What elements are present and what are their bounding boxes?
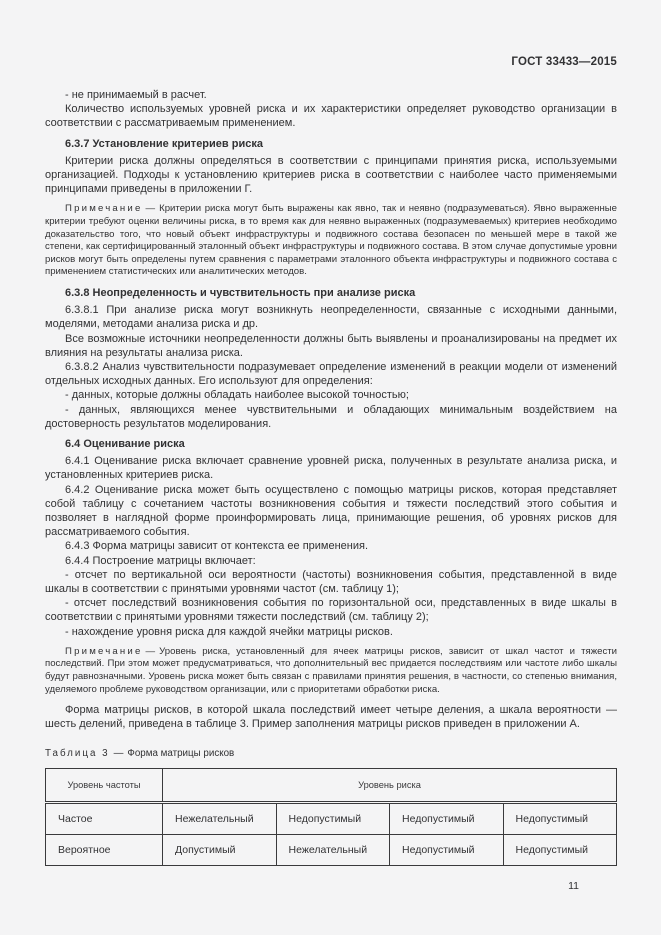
risk-matrix-table — [45, 768, 617, 867]
table-row — [46, 835, 617, 866]
section-heading: 6.3.7 Установление критериев риска — [65, 137, 263, 150]
table-row — [46, 803, 617, 835]
paragraph: - отсчет по вертикальной оси вероятности (частоты) возникновения события, представленной в виде шкалы в соответствии с принятыми уровнями частот (см. таблицу 1); — [45, 568, 617, 596]
paragraph: 6.4.2 Оценивание риска может быть осуществлено с помощью матрицы рисков, которая представляет собой таблицу с сочетанием частоты возникновения события и тяжести последствий этого события и позволяет в наглядной форме проинформировать лица, принимающие решения, об уровнях рисков для рассматриваемого события. — [45, 483, 617, 539]
table-caption-label: Таблица 3 — [45, 747, 110, 759]
table-caption — [45, 747, 617, 761]
paragraph: - нахождение уровня риска для каждой ячейки матрицы рисков. — [65, 625, 393, 638]
note-dash: — — [145, 203, 156, 215]
paragraph: 6.4.3 Форма матрицы зависит от контекста ее применения. — [65, 540, 369, 553]
paragraph: 6.3.8.1 При анализе риска могут возникнуть неопределенности, связанные с исходными данными, моделями, методами анализа риска и др. — [45, 304, 617, 331]
paragraph: - данных, которые должны обладать наиболее высокой точностью; — [65, 389, 409, 402]
table-cell: Недопустимый — [503, 803, 617, 835]
note-text: Критерии риска могут быть выражены как явно, так и неявно (подразумеваться). Явно выраженные критерии требуют оценки величины риска, в то время как для неявно выраженных (подразумеваемых) критериев необходимо доказательство того, что новый объект инфраструктуры и подвижного состава безопасен по меньшей мере в такой же степени, как сертифицированный эталонный объект инфраструктуры и подвижного состава. В этом случае допустимые уровни рисков могут быть определены путем сравнения с параметрами эталонного объекта инфраструктуры и подвижного состава с применением статистических или аналитических методов. — [45, 203, 617, 278]
table-header-row — [46, 768, 617, 802]
paragraph: 6.3.8.2 Анализ чувствительности подразумевает определение изменений в реакции модели от изменений отдельных исходных данных. Его используют для определения: — [45, 361, 617, 388]
note-dash: — — [145, 645, 156, 657]
paragraph: Все возможные источники неопределенности должны быть выявлены и проанализированы на предмет их влияния на результаты анализа риска. — [45, 332, 617, 359]
table-cell: Частое — [46, 803, 163, 835]
paragraph: - данных, являющихся менее чувствительными и обладающих минимальным воздействием на достоверность результатов моделирования. — [45, 403, 617, 430]
table-cell: Нежелательный — [276, 835, 389, 866]
table-cell: Нежелательный — [163, 803, 276, 835]
paragraph: Критерии риска должны определяться в соответствии с принципами принятия риска, используемыми организацией. Подходы к установлению критериев риска в соответствии с наиболее часто применяемыми принципами приведены в приложении Г. — [45, 154, 617, 196]
table-caption-dash: — — [113, 747, 124, 759]
table-header-cell-risk: Уровень риска — [163, 768, 617, 802]
note — [45, 646, 617, 696]
paragraph: - не принимаемый в расчет. — [65, 89, 207, 101]
table-cell: Недопустимый — [503, 835, 617, 866]
table-cell: Недопустимый — [390, 803, 503, 835]
table-cell: Недопустимый — [390, 835, 503, 866]
note-text: Уровень риска, установленный для ячеек матрицы рисков, зависит от шкал частот и тяжести последствий. При этом может предусматриваться, что дополнительный вес придается последствиям или частоте либо шкалы будут равнозначными. Уровень риска может быть связан с правилами принятия решения, в частности, со степенью внимания, уделяемого проблеме руководством организации, или с приоритетами обработки риска. — [45, 645, 617, 695]
table-cell: Вероятное — [46, 835, 163, 866]
note-label: Примечание — [65, 203, 143, 215]
doc-number: ГОСТ 33433—2015 — [511, 56, 617, 68]
page-number: 11 — [568, 880, 579, 893]
section-heading: 6.4 Оценивание риска — [65, 438, 185, 451]
table-header-cell-frequency: Уровень частоты — [46, 768, 163, 802]
note-label: Примечание — [65, 645, 143, 657]
paragraph: - отсчет последствий возникновения события по горизонтальной оси, представленных в виде шкалы в соответствии с принятыми уровнями тяжести последствий (см. таблицу 2); — [45, 597, 617, 624]
table-cell: Допустимый — [163, 835, 276, 866]
section-heading: 6.3.8 Неопределенность и чувствительность при анализе риска — [65, 286, 416, 299]
note — [45, 203, 617, 279]
table-cell: Недопустимый — [276, 803, 389, 835]
document-body — [45, 88, 617, 894]
paragraph: 6.4.1 Оценивание риска включает сравнение уровней риска, полученных в результате анализа риска, и установленных критериев риска. — [45, 455, 617, 482]
table-caption-title: Форма матрицы рисков — [127, 747, 235, 759]
paragraph: Форма матрицы рисков, в которой шкала последствий имеет четыре деления, а шкала вероятности — шесть делений, приведена в таблице 3. Пример заполнения матрицы рисков приведен в приложении А. — [45, 704, 617, 731]
paragraph: Количество используемых уровней риска и их характеристики определяет руководство организации в соответствии с рассматриваемым применением. — [45, 103, 617, 130]
paragraph: 6.4.4 Построение матрицы включает: — [65, 554, 256, 567]
